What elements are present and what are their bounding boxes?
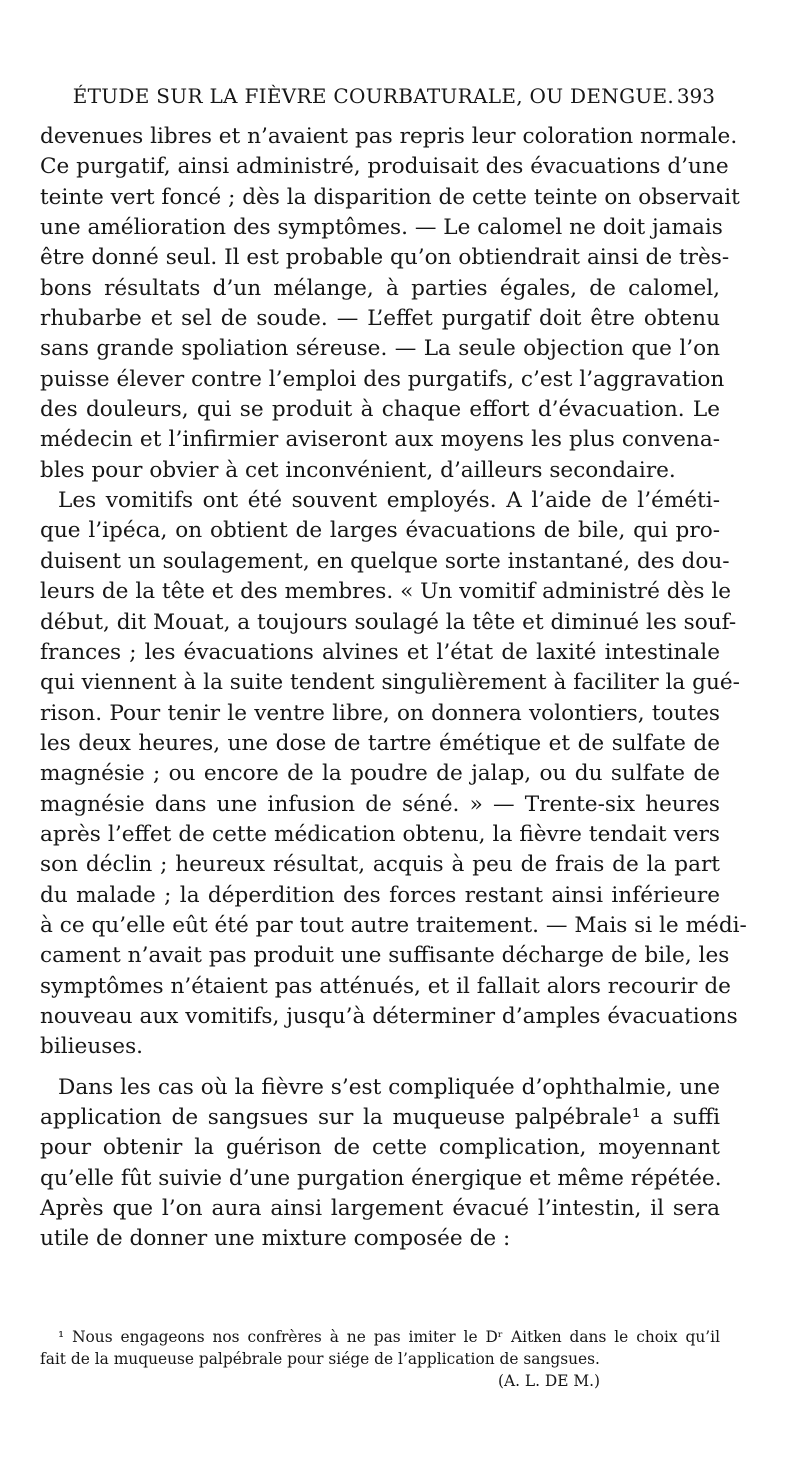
text-line: début, dit Mouat, a toujours soulagé la tête et diminué les souf- — [40, 609, 737, 635]
page-number: 393 — [676, 84, 715, 108]
text-line: bons résultats d’un mélange, à parties égales, de calomel, — [40, 275, 720, 301]
text-line: devenues libres et n’avaient pas repris leur coloration normale. — [40, 124, 738, 149]
footnote-line: ¹ Nous engageons nos confrères à ne pas imiter le Dʳ Aitken dans le choix qu’il — [58, 1328, 720, 1346]
text-line: teinte vert foncé ; dès la disparition de cette teinte on observait — [40, 184, 740, 210]
text-line: que l’ipéca, on obtient de larges évacuations de bile, qui pro- — [40, 518, 720, 544]
paragraph-purgatifs — [40, 122, 740, 486]
text-line: son déclin ; heureux résultat, acquis à peu de frais de la part — [40, 852, 720, 878]
text-line: Après que l’on aura ainsi largement évacué l’intestin, il sera — [40, 1196, 720, 1222]
text-line: pour obtenir la guérison de cette complication, moyennant — [40, 1135, 720, 1161]
text-line: à ce qu’elle eût été par tout autre traitement. — Mais si le médi- — [40, 912, 747, 938]
text-line: bles pour obvier à cet inconvénient, d’ailleurs secondaire. — [40, 457, 676, 483]
text-line: après l’effet de cette médication obtenu, la fièvre tendait vers — [40, 821, 720, 847]
text-line: leurs de la tête et des membres. « Un vomitif administré dès le — [40, 579, 731, 605]
text-line: cament n’avait pas produit une suffisante décharge de bile, les — [40, 943, 730, 969]
paragraph-ophthalmie — [40, 1073, 720, 1255]
text-line: être donné seul. Il est probable qu’on obtiendrait ainsi de très- — [40, 245, 730, 271]
text-line: une amélioration des symptômes. — Le calomel ne doit jamais — [40, 215, 723, 241]
text-line: qu’elle fût suivie d’une purgation énergique et même répétée. — [40, 1165, 722, 1191]
text-line: symptômes n’étaient pas atténués, et il fallait alors recourir de — [40, 973, 731, 999]
text-line: magnésie dans une infusion de séné. » — Trente-six heures — [40, 791, 720, 817]
running-title: ÉTUDE SUR LA FIÈVRE COURBATURALE, OU DENGUE. — [72, 84, 675, 108]
text-line: nouveau aux vomitifs, jusqu’à déterminer d’amples évacuations — [40, 1003, 738, 1029]
text-line: des douleurs, qui se produit à chaque effort d’évacuation. Le — [40, 397, 720, 423]
paragraph-vomitifs — [40, 486, 747, 1063]
page-header — [40, 84, 715, 108]
text-line: application de sangsues sur la muqueuse palpébrale¹ a suffi — [40, 1105, 720, 1130]
text-line: sans grande spoliation séreuse. — La seule objection que l’on — [40, 336, 720, 362]
text-line: les deux heures, une dose de tartre émétique et de sulfate de — [40, 730, 720, 756]
text-line: qui viennent à la suite tendent singulièrement à faciliter la gué- — [40, 670, 740, 696]
footnote — [40, 1326, 720, 1392]
text-line: frances ; les évacuations alvines et l’état de laxité intestinale — [40, 639, 720, 665]
text-line: Dans les cas où la fièvre s’est compliquée d’ophthalmie, une — [58, 1074, 720, 1100]
text-line: rison. Pour tenir le ventre libre, on donnera volontiers, toutes — [40, 700, 720, 726]
text-line: rhubarbe et sel de soude. — L’effet purgatif doit être obtenu — [40, 306, 720, 332]
text-line: duisent un soulagement, en quelque sorte instantané, des dou- — [40, 548, 730, 574]
footnote-signature: (A. L. DE M.) — [497, 1372, 600, 1390]
body-text — [40, 122, 747, 1255]
text-line: Ce purgatif, ainsi administré, produisait des évacuations d’une — [40, 154, 729, 180]
text-line: médecin et l’infirmier aviseront aux moyens les plus convena- — [40, 427, 720, 453]
text-line: utile de donner une mixture composée de : — [40, 1226, 511, 1252]
text-line: puisse élever contre l’emploi des purgatifs, c’est l’aggravation — [40, 366, 725, 392]
footnote-line: fait de la muqueuse palpébrale pour siége de l’application de sangsues. — [40, 1350, 600, 1368]
text-line: magnésie ; ou encore de la poudre de jalap, ou du sulfate de — [40, 761, 720, 787]
text-line: bilieuses. — [40, 1034, 144, 1060]
text-line: Les vomitifs ont été souvent employés. A l’aide de l’éméti- — [58, 488, 720, 514]
text-line: du malade ; la déperdition des forces restant ainsi inférieure — [40, 882, 720, 908]
